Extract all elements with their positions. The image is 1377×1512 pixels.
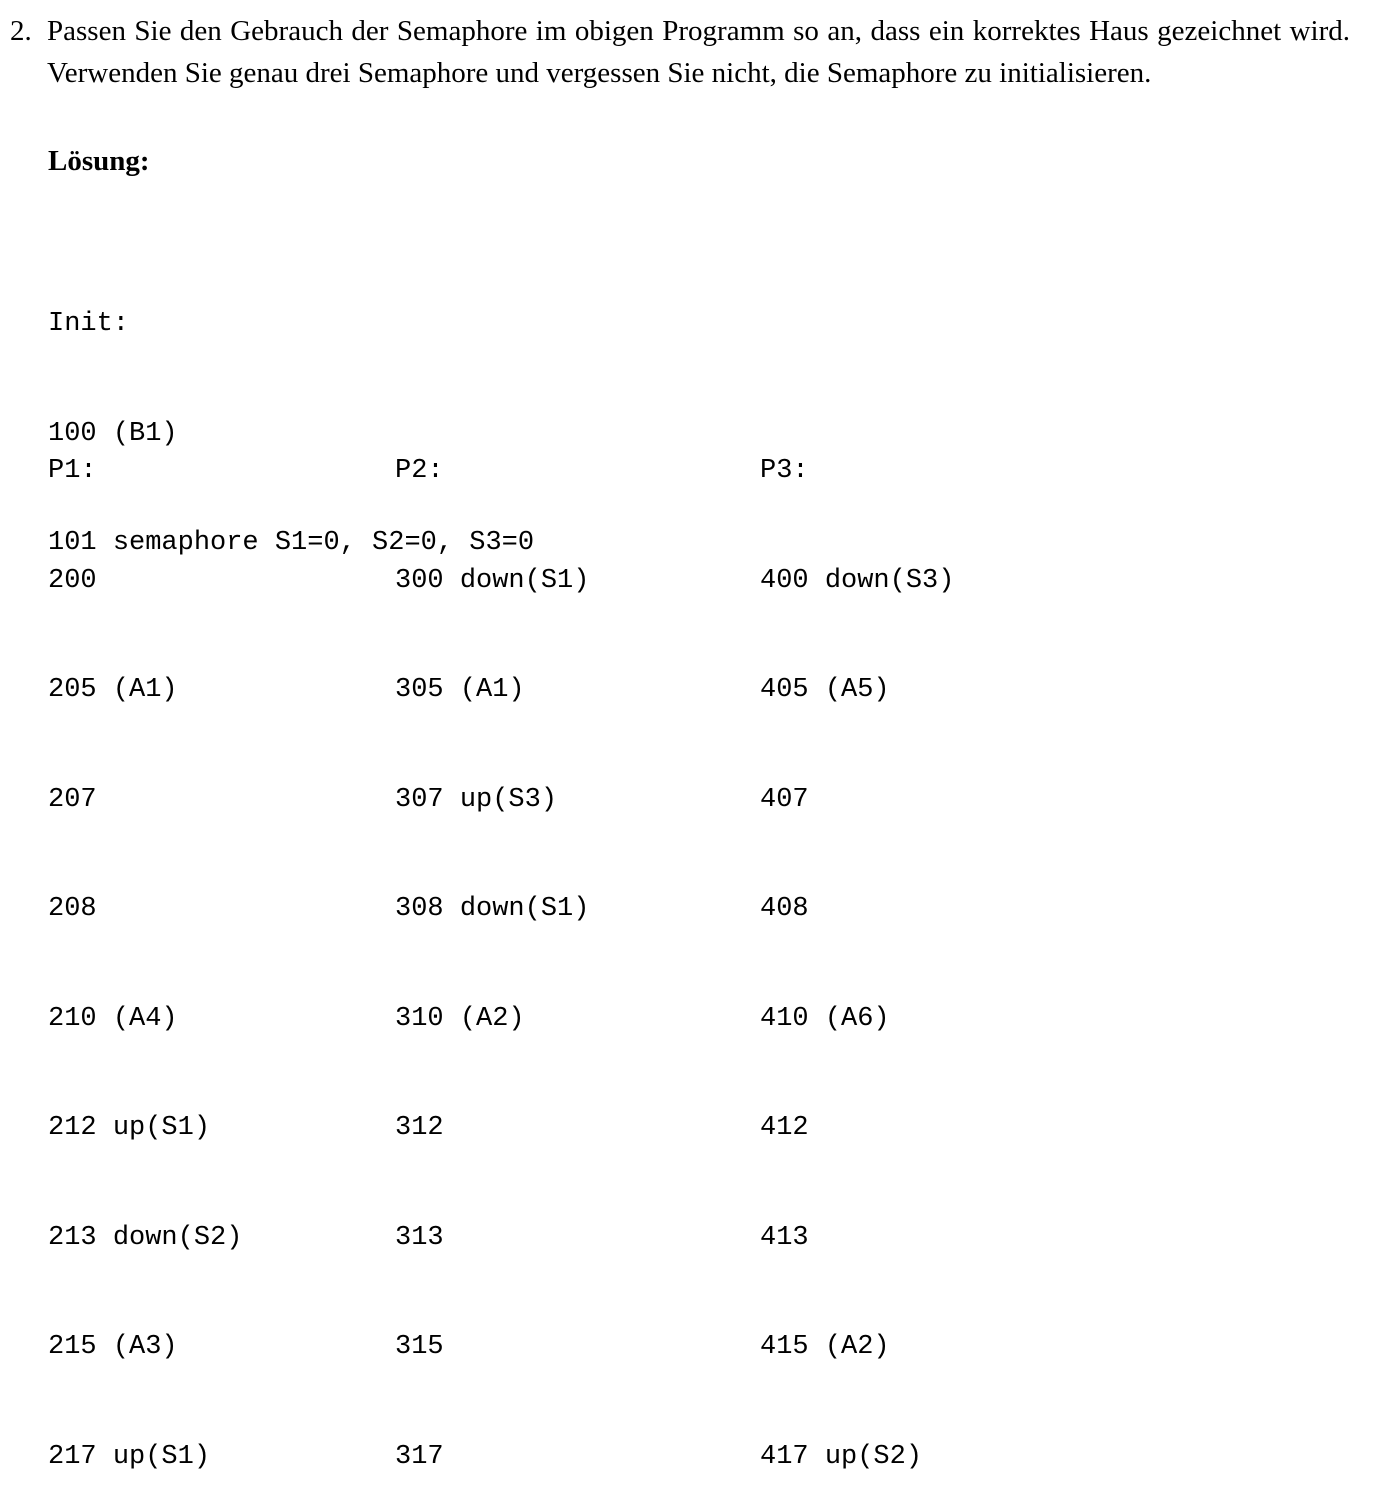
line-code: up(S1) [112,1441,211,1472]
line-number: 313 [395,1222,444,1253]
solution-heading: Lösung: [48,145,150,177]
code-line [395,782,589,819]
code-line [760,782,954,819]
process-label: P2: [395,456,444,486]
process-p3 [760,380,954,1512]
line-number: 208 [48,894,97,924]
line-number: 315 [395,1332,444,1362]
process-label: P1: [48,456,97,486]
line-number: 415 [760,1332,809,1362]
line-code: (A1) [112,675,178,705]
code-line [395,1329,589,1366]
code-line [48,1329,242,1366]
line-code: (A2) [824,1332,890,1362]
code-line [760,563,954,600]
line-number: 101 [48,528,97,558]
code-line [48,1001,242,1038]
line-code: (A4) [112,1003,178,1034]
line-number: 212 [48,1113,97,1143]
code-line [395,1110,589,1147]
line-number: 205 [48,675,97,705]
line-number: 210 [48,1003,97,1034]
question [10,10,1350,94]
line-code: (A6) [824,1003,890,1034]
line-number: 412 [760,1113,809,1143]
line-code: up(S2) [824,1441,923,1472]
line-number: 200 [48,565,97,596]
code-line [48,1220,242,1257]
line-number: 100 [48,418,97,449]
line-code: (A1) [459,675,525,705]
code-line [395,891,589,928]
line-code: up(S1) [112,1113,211,1143]
line-number: 215 [48,1332,97,1362]
line-code: (B1) [112,418,178,449]
line-number: 307 [395,784,444,815]
line-number: 317 [395,1441,444,1472]
line-code: semaphore S1=0, S2=0, S3=0 [112,528,535,558]
code-line [48,563,242,600]
line-code: down(S3) [824,565,955,596]
question-text: Passen Sie den Gebrauch der Semaphore im obigen Programm so an, dass ein korrektes Haus gezeichnet wird. Verwenden Sie genau drei Semaphore und vergessen Sie nicht, die Semaphore zu initialisieren. [47,15,1350,89]
process-p2 [395,380,589,1512]
line-code: up(S3) [459,784,558,815]
code-line [395,563,589,600]
line-code: down(S1) [459,894,590,924]
code-line [395,1001,589,1038]
code-line [48,672,242,709]
line-number: 217 [48,1441,97,1472]
line-code: (A3) [112,1332,178,1362]
code-line [395,1439,589,1476]
line-number: 310 [395,1003,444,1034]
process-p1 [48,380,242,1512]
code-line [760,891,954,928]
line-code: (A2) [459,1003,525,1034]
line-number: 308 [395,894,444,924]
line-number: 417 [760,1441,809,1472]
line-code: down(S2) [112,1222,243,1253]
code-line [48,891,242,928]
line-number: 300 [395,565,444,596]
line-code: (A5) [824,675,890,705]
line-code: down(S1) [459,565,590,596]
line-number: 407 [760,784,809,815]
code-line [760,1001,954,1038]
code-line [395,1220,589,1257]
code-line [48,782,242,819]
code-line [760,1220,954,1257]
code-line [48,1110,242,1147]
line-number: 400 [760,565,809,596]
line-number: 413 [760,1222,809,1253]
line-number: 408 [760,894,809,924]
line-number: 207 [48,784,97,815]
question-number: 2. [10,15,32,47]
line-number: 312 [395,1113,444,1143]
process-label: P3: [760,456,809,486]
line-number: 405 [760,675,809,705]
code-line [395,672,589,709]
init-label: Init: [48,309,130,339]
code-line [760,1439,954,1476]
code-line [760,1329,954,1366]
line-number: 305 [395,675,444,705]
line-number: 213 [48,1222,97,1253]
code-line [48,1439,242,1476]
code-line [760,1110,954,1147]
code-line [760,672,954,709]
line-number: 410 [760,1003,809,1034]
